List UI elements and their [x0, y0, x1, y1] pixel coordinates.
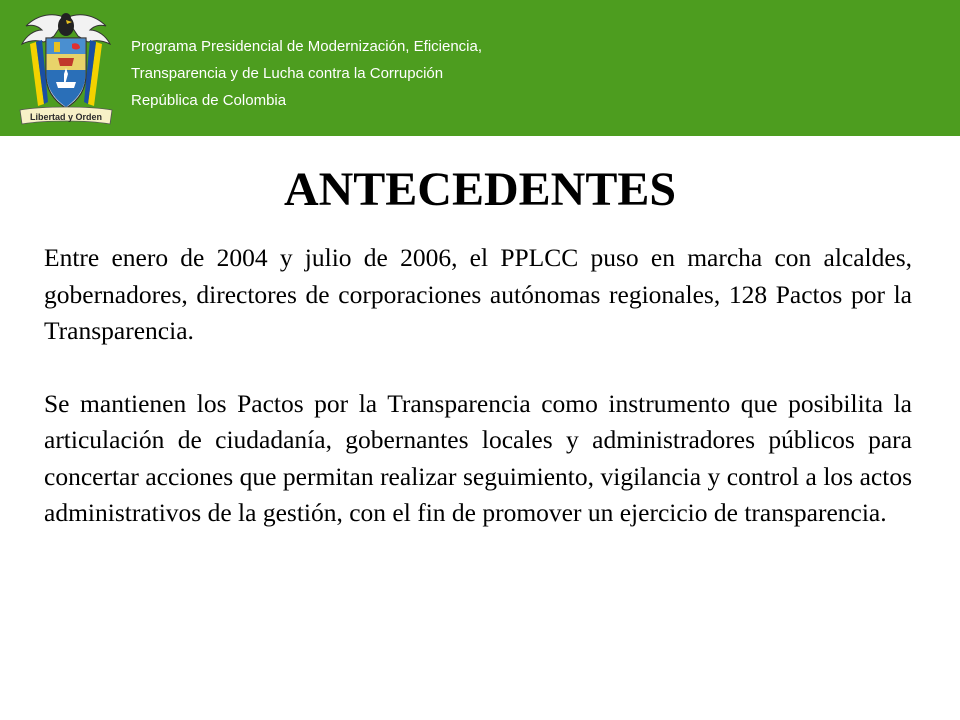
logo-motto: Libertad y Orden [29, 112, 103, 122]
country-name: República de Colombia [131, 92, 287, 109]
paragraph-pacts: Se mantienen los Pactos por la Transparencia como instrumento que posibilita la articulación de ciudadanía, gobernantes locales y administradores públicos para concertar acciones que permitan realizar seguimiento, vigilancia y control a los actos administrativos de la gestión, con el fin de promover un ejercicio de transparencia. [44, 388, 912, 527]
slide-body [44, 240, 912, 532]
coat-of-arms-logo [14, 8, 118, 130]
program-name-line-1: Programa Presidencial de Modernización, Eficiencia, [131, 38, 483, 55]
slide-title: ANTECEDENTES [283, 163, 677, 216]
header-text [131, 37, 482, 118]
program-name-line-2: Transparencia y de Lucha contra la Corrupción [131, 65, 444, 82]
paragraph-background: Entre enero de 2004 y julio de 2006, el PPLCC puso en marcha con alcaldes, gobernadores, directores de corporaciones autónomas regionales, 128 Pactos por la Transparencia. [44, 243, 912, 345]
header-banner [0, 0, 960, 136]
